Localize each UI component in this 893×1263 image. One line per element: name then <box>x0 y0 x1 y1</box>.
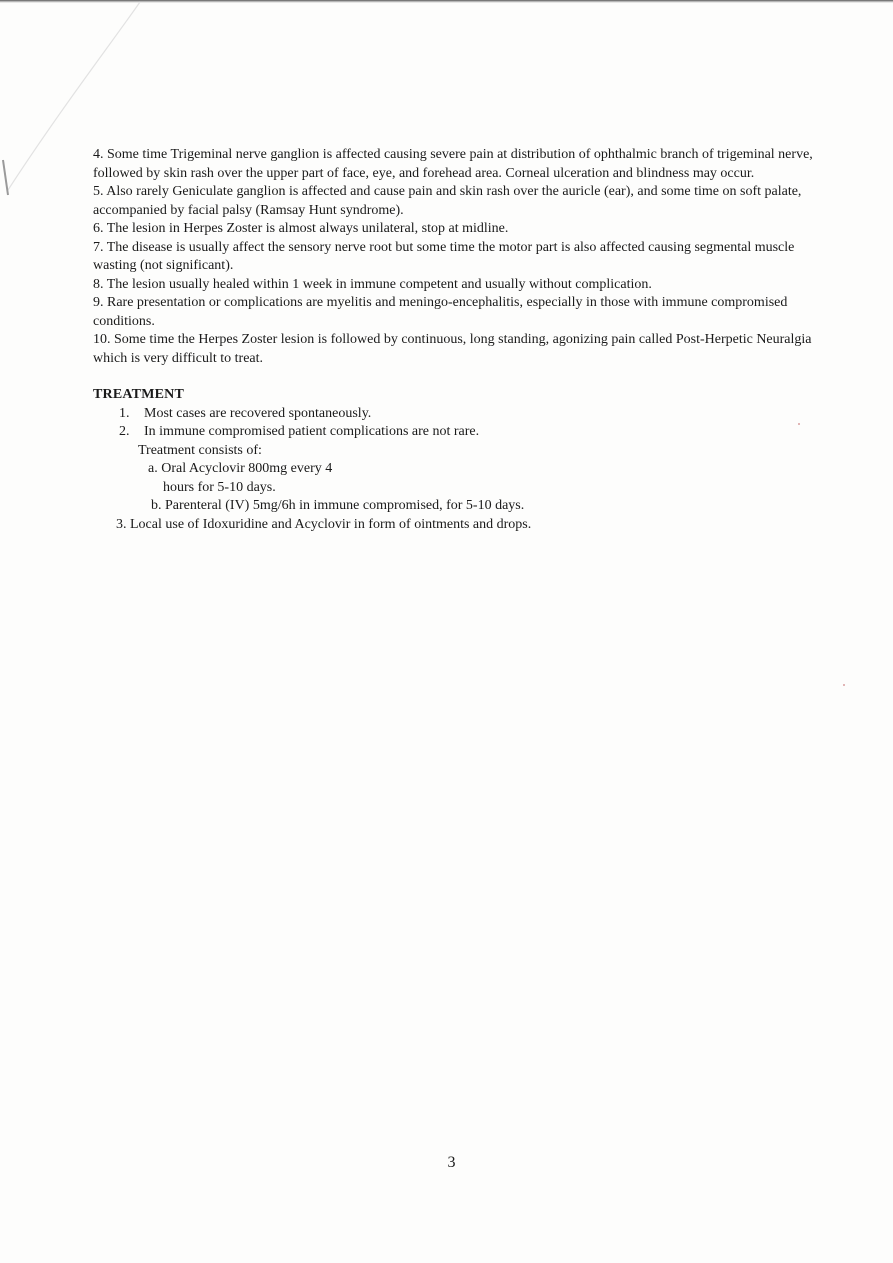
treatment-item-1-text: Most cases are recovered spontaneously. <box>144 405 372 421</box>
document-body <box>93 146 813 534</box>
scan-speck <box>798 423 800 425</box>
treatment-item-2-number: 2. <box>119 424 130 439</box>
paragraph-7: 7. The disease is usually affect the sensory nerve root but some time the motor part is also affected causing segmental muscle wasting (not significant). <box>93 239 795 273</box>
scan-speck <box>843 684 845 686</box>
treatment-consists-label: Treatment consists of: <box>138 442 262 458</box>
treatment-item-2 <box>93 423 813 442</box>
paragraph-5: 5. Also rarely Geniculate ganglion is affected and cause pain and skin rash over the auricle (ear), and some time on soft palate, accompanied by facial palsy (Ramsay Hunt syndrome). <box>93 184 802 218</box>
treatment-option-a-continued: hours for 5-10 days. <box>163 479 276 495</box>
treatment-option-a: a. Oral Acyclovir 800mg every 4 <box>148 461 333 476</box>
treatment-option-b: b. Parenteral (IV) 5mg/6h in immune compromised, for 5-10 days. <box>151 498 525 513</box>
paragraph-9: 9. Rare presentation or complications are myelitis and meningo-encephalitis, especially in those with immune compromised conditions. <box>93 295 788 329</box>
scan-top-edge <box>0 0 893 3</box>
paragraph-4: 4. Some time Trigeminal nerve ganglion is affected causing severe pain at distribution of ophthalmic branch of trigeminal nerve, followed by skin rash over the upper part of face, eye, and forehead area. Corneal ulceration and blindness may occur. <box>93 147 813 181</box>
paragraph-8: 8. The lesion usually healed within 1 week in immune competent and usually without complication. <box>93 276 652 292</box>
treatment-item-1 <box>93 405 813 424</box>
treatment-item-2-text: In immune compromised patient complications are not rare. <box>144 424 480 439</box>
treatment-heading: TREATMENT <box>93 387 184 402</box>
paragraph-6: 6. The lesion in Herpes Zoster is almost always unilateral, stop at midline. <box>93 221 509 236</box>
treatment-item-3: 3. Local use of Idoxuridine and Acyclovir in form of ointments and drops. <box>116 516 532 532</box>
page-number: 3 <box>447 1154 456 1171</box>
treatment-item-1-number: 1. <box>119 405 130 421</box>
paragraph-10: 10. Some time the Herpes Zoster lesion is followed by continuous, long standing, agonizing pain called Post-Herpetic Neuralgia which is very difficult to treat. <box>93 332 812 366</box>
